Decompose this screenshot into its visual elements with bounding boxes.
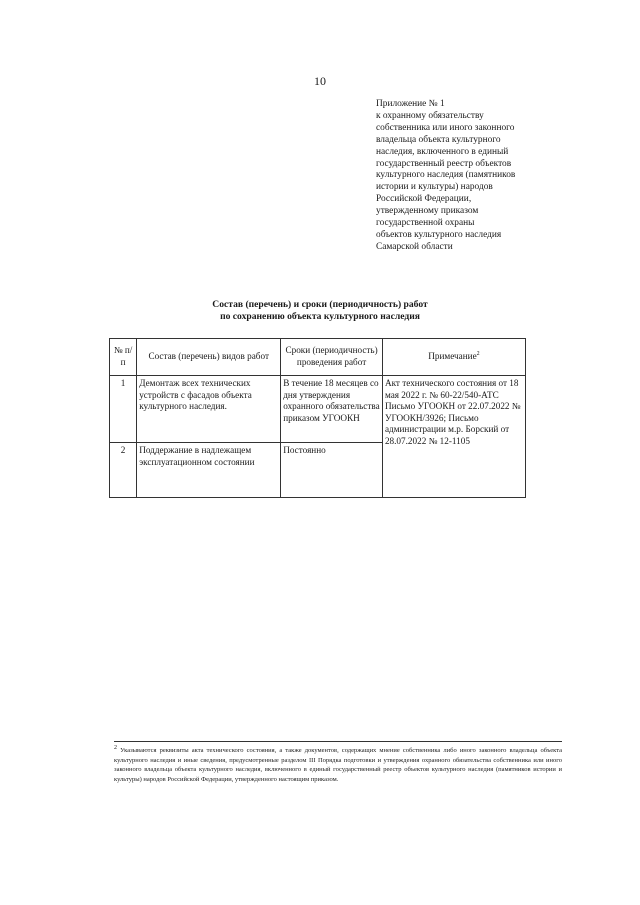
appendix-line: государственный реестр объектов xyxy=(376,158,512,169)
appendix-line: к охранному обязательству xyxy=(376,110,484,121)
appendix-line: истории и культуры) народов xyxy=(376,182,493,193)
appendix-line: утвержденному приказом xyxy=(376,206,479,217)
row-number: 2 xyxy=(110,443,137,498)
header-terms: Сроки (периодичность) проведения работ xyxy=(281,339,383,376)
appendix-line: Приложение № 1 xyxy=(376,99,445,109)
appendix-line: Российской Федерации, xyxy=(376,194,472,205)
title-line-2: по сохранению объекта культурного наследия xyxy=(220,311,420,322)
footnote xyxy=(114,746,562,784)
appendix-line: государственной охраны xyxy=(376,218,475,229)
row-composition: Поддержание в надлежащем эксплуатационном состоянии xyxy=(137,443,281,498)
header-composition: Состав (перечень) видов работ xyxy=(137,339,281,376)
row-terms: Постоянно xyxy=(281,443,383,498)
row-number: 1 xyxy=(110,376,137,443)
appendix-line: Самарской области xyxy=(376,241,453,252)
document-title xyxy=(0,299,640,323)
appendix-line: культурного наследия (памятников xyxy=(376,170,516,181)
title-line-1: Состав (перечень) и сроки (периодичность) работ xyxy=(212,299,428,310)
appendix-line: владельца объекта культурного xyxy=(376,134,501,145)
header-note-label: Примечание xyxy=(428,351,477,362)
page-number: 10 xyxy=(314,74,326,88)
footnote-text: Указываются реквизиты акта технического состояния, а также документов, содержащих мнение собственника либо иного законного владельца объекта культурного наследия и иные сведения, предусмотренные разделом III Порядка подготовки и утверждения охранного обязательства собственника или иного законного владельца объекта культурного наследия, включенного в единый государственный реестр объектов культурного наследия (памятников истории и культуры) народов Российской Федерации, утвержденного настоящим приказом. xyxy=(114,747,562,783)
table-row xyxy=(110,376,526,443)
appendix-line: собственника или иного законного xyxy=(376,122,515,133)
appendix-line: объектов культурного наследия xyxy=(376,229,502,240)
header-note xyxy=(382,339,525,376)
appendix-header xyxy=(376,99,586,254)
table-header-row xyxy=(110,339,526,376)
appendix-line: наследия, включенного в единый xyxy=(376,146,509,157)
footnote-reference: 2 xyxy=(476,351,480,358)
header-number: № п/п xyxy=(110,339,137,376)
row-note: Акт технического состояния от 18 мая 2022 г. № 60-22/540-АТС Письмо УГООКН от 22.07.2022 № УГООКН/3926; Письмо администрации м.р. Борский от 28.07.2022 № 12-1105 xyxy=(382,376,525,498)
footnote-mark: 2 xyxy=(114,744,117,751)
works-table xyxy=(109,338,526,498)
row-composition: Демонтаж всех технических устройств с фасадов объекта культурного наследия. xyxy=(137,376,281,443)
footnote-divider xyxy=(114,741,562,742)
row-terms: В течение 18 месяцев со дня утверждения охранного обязательства приказом УГООКН xyxy=(281,376,383,443)
